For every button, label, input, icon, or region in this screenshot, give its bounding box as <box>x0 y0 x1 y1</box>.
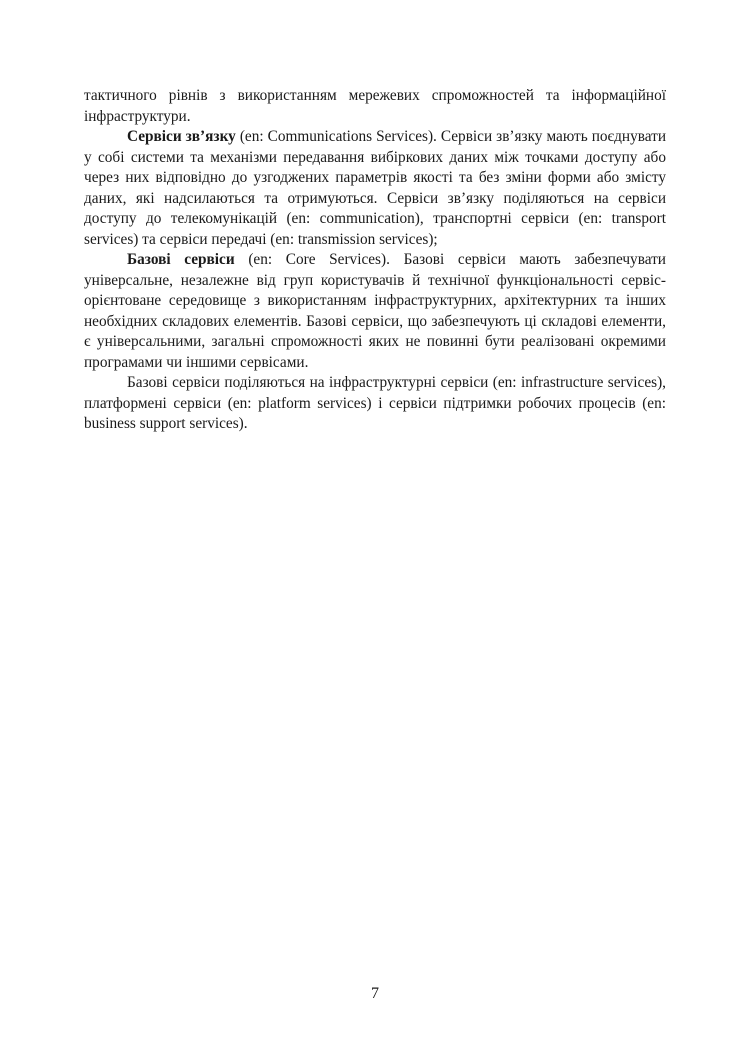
term-heading: Базові сервіси <box>127 251 235 268</box>
paragraph-communications-services <box>84 127 666 250</box>
paragraph-text: (en: Communications Services). Сервіси зв’язку мають поєднувати у собі системи та механізми передавання вибіркових даних між точками доступу або через них відповідно до узгоджених параметрів якості та без зміни форми або змісту даних, які надсилаються та отримуються. Сервіси зв’язку поділяються на сервіси доступу до телекомунікацій (en: communication), транспортні сервіси (en: transport services) та сервіси передачі (en: transmission services); <box>84 128 667 248</box>
paragraph-text: тактичного рівнів з використанням мережевих спроможностей та інформаційної інфраструктури. <box>84 87 666 125</box>
paragraph-text: Базові сервіси поділяються на інфраструктурні сервіси (en: infrastructure services), платформені сервіси (en: platform services) і сервіси підтримки робочих процесів (en: business support services). <box>84 374 666 432</box>
paragraph-continuation <box>84 86 666 127</box>
paragraph-core-services <box>84 250 666 373</box>
page-number: 7 <box>371 985 379 1002</box>
paragraph-text: (en: Core Services). Базові сервіси мають забезпечувати універсальне, незалежне від груп користувачів й технічної функціональності сервіс-орієнтоване середовище з використанням інфраструктурних, архітектурних та інших необхідних складових елементів. Базові сервіси, що забезпечують ці складові елементи, є універсальними, загальні спроможності яких не повинні бути реалізовані окремими програмами чи іншими сервісами. <box>84 251 666 371</box>
paragraph-core-services-types <box>84 373 666 435</box>
term-heading: Сервіси зв’язку <box>127 128 236 145</box>
body-text <box>84 86 666 435</box>
